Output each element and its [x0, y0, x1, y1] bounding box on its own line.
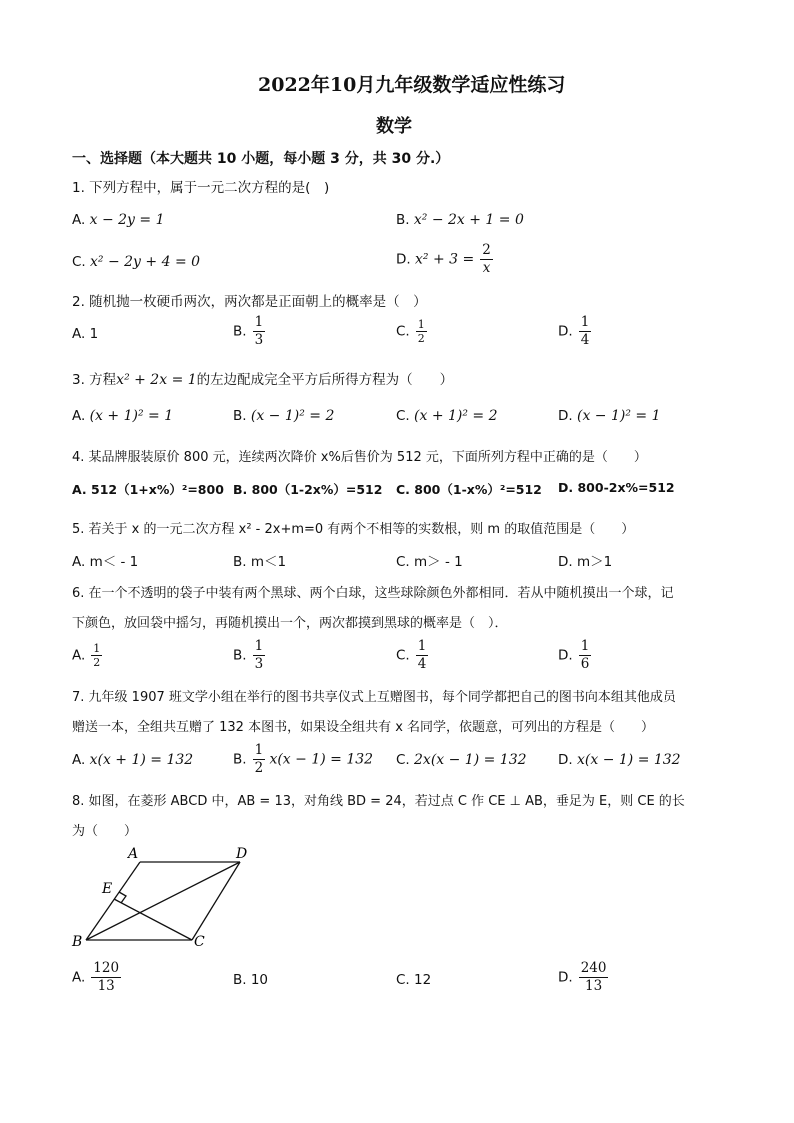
diagonal-bd: [86, 862, 240, 940]
question-5-option-c: C. m＞ - 1: [396, 554, 463, 570]
label-c: C: [194, 934, 205, 950]
option-letter: B.: [396, 212, 410, 228]
fraction: $\frac{1}{2}$: [254, 742, 264, 776]
option-math: x − 2y = 1: [89, 212, 165, 228]
question-2-option-a: A. 1: [72, 326, 99, 342]
question-5-option-b: B. m＜1: [233, 554, 287, 570]
option-math: (x − 1)² = 2: [250, 408, 335, 424]
fraction: $\frac{1}{2}$: [93, 642, 101, 669]
fraction: $\frac{120}{13}$: [93, 960, 120, 994]
question-5-stem: 5. 若关于 x 的一元二次方程 x² - 2x+m=0 有两个不相等的实数根，则 m 的取值范围是（ ）: [72, 522, 635, 537]
option-letter: D.: [558, 647, 573, 664]
question-4-option-d: D. 800-2x%=512: [558, 480, 675, 495]
option-math: (x + 1)² = 2: [414, 408, 498, 424]
option-math: x² + 3 =: [414, 251, 475, 268]
option-letter: D.: [558, 408, 573, 424]
question-3-option-a: [72, 408, 173, 424]
stem-math: x² + 2x = 1: [116, 372, 197, 388]
rhombus-figure: [70, 842, 260, 952]
option-letter: D.: [558, 752, 573, 768]
right-angle-mark: [119, 892, 126, 903]
question-1-option-c: [72, 254, 200, 270]
question-2-option-b: [233, 314, 265, 349]
option-letter: A.: [72, 647, 86, 664]
option-math: x(x − 1) = 132: [576, 752, 681, 768]
option-letter: A.: [72, 969, 86, 986]
question-7-option-a: [72, 752, 193, 768]
option-math: x² − 2y + 4 = 0: [90, 254, 201, 270]
option-letter: A.: [72, 212, 86, 228]
fraction: $\frac{240}{13}$: [580, 960, 607, 994]
label-e: E: [102, 881, 113, 897]
side-ab: [86, 862, 140, 940]
question-8-option-b: B. 10: [233, 972, 269, 988]
question-3-stem: [72, 368, 453, 388]
fraction: $\frac{1}{3}$: [254, 638, 264, 672]
option-math: 2x(x − 1) = 132: [414, 752, 527, 768]
question-7-option-b: [233, 742, 373, 777]
question-6-option-b: [233, 638, 265, 673]
question-5-option-a: A. m＜ - 1: [72, 554, 139, 570]
question-3-option-b: [233, 408, 334, 424]
fraction: $\frac{1}{6}$: [580, 638, 590, 672]
section-heading: 一、选择题（本大题共 10 小题，每小题 3 分，共 30 分.）: [72, 151, 450, 167]
question-7-stem-line-1: 7. 九年级 1907 班文学小组在举行的图书共享仪式上互赠图书，每个同学都把自己的图书向本组其他成员: [72, 690, 676, 705]
question-8-option-d: [558, 960, 608, 995]
question-6-stem-line-1: 6. 在一个不透明的袋子中装有两个黑球、两个白球，这些球除颜色外都相同．若从中随机摸出一个球，记: [72, 586, 674, 601]
fraction: $\frac{1}{4}$: [417, 638, 427, 672]
question-1-option-a: [72, 212, 164, 228]
question-8-option-c: C. 12: [396, 972, 432, 988]
question-6-option-a: [72, 642, 102, 669]
question-4-option-a: A. 512（1+x%）²=800: [72, 482, 224, 497]
option-letter: C.: [396, 323, 410, 340]
option-letter: A.: [72, 752, 86, 768]
option-math: x² − 2x + 1 = 0: [413, 212, 524, 228]
question-8-stem-line-1: 8. 如图，在菱形 ABCD 中，AB = 13，对角线 BD = 24，若过点 C 作 CE ⊥ AB，垂足为 E，则 CE 的长: [72, 794, 685, 809]
question-8-option-a: [72, 960, 121, 995]
option-math: (x − 1)² = 1: [576, 408, 661, 424]
stem-text: 3. 方程: [72, 372, 117, 388]
question-2-option-c: [396, 318, 427, 345]
question-2-stem: 2. 随机抛一枚硬币两次，两次都是正面朝上的概率是（ ）: [72, 294, 427, 310]
option-letter: D.: [558, 323, 573, 340]
question-2-option-d: [558, 314, 591, 349]
option-letter: B.: [233, 323, 247, 340]
option-math: x(x − 1) = 132: [269, 751, 374, 768]
question-6-option-c: [396, 638, 428, 673]
option-math: x(x + 1) = 132: [89, 752, 194, 768]
stem-text: 的左边配成完全平方后所得方程为（ ）: [196, 372, 454, 388]
question-4-stem: 4. 某品牌服装原价 800 元，连续两次降价 x%后售价为 512 元，下面所列方程中正确的是（ ）: [72, 450, 647, 465]
question-1-stem: 1. 下列方程中，属于一元二次方程的是( ): [72, 180, 330, 196]
fraction: $\frac{1}{3}$: [254, 314, 264, 348]
option-letter: C.: [396, 752, 410, 768]
question-8-stem-line-2: 为（ ）: [72, 824, 138, 839]
option-letter: A.: [72, 408, 86, 424]
option-letter: C.: [72, 254, 86, 270]
question-1-option-d: [396, 242, 493, 277]
question-4-option-b: B. 800（1-2x%）=512: [233, 482, 383, 497]
label-d: D: [236, 846, 248, 862]
option-letter: B.: [233, 647, 247, 664]
question-7-stem-line-2: 赠送一本，全组共互赠了 132 本图书，如果设全组共有 x 名同学，依题意，可列出的方程是（ ）: [72, 720, 655, 735]
question-6-stem-line-2: 下颜色，放回袋中摇匀，再随机摸出一个，两次都摸到黑球的概率是（ ）．: [72, 616, 508, 631]
question-3-option-d: [558, 408, 661, 424]
option-letter: D.: [558, 969, 573, 986]
question-5-option-d: D. m＞1: [558, 554, 613, 570]
fraction: $\frac{1}{4}$: [580, 314, 590, 348]
option-letter: B.: [233, 408, 247, 424]
question-7-option-d: [558, 752, 681, 768]
label-b: B: [72, 934, 83, 950]
fraction: $\frac{1}{2}$: [417, 318, 425, 345]
page-subtitle: 数学: [376, 116, 412, 137]
option-letter: C.: [396, 408, 410, 424]
option-letter: D.: [396, 251, 411, 268]
question-6-option-d: [558, 638, 591, 673]
option-letter: B.: [233, 751, 247, 768]
question-4-option-c: C. 800（1-x%）²=512: [396, 482, 542, 497]
label-a: A: [128, 846, 139, 862]
fraction: $\frac{2}{x}$: [482, 242, 491, 276]
page-title: 2022年10月九年级数学适应性练习: [258, 74, 566, 96]
question-1-option-b: [396, 212, 524, 228]
option-math: (x + 1)² = 1: [89, 408, 174, 424]
question-3-option-c: [396, 408, 498, 424]
option-letter: C.: [396, 647, 410, 664]
question-7-option-c: [396, 752, 527, 768]
